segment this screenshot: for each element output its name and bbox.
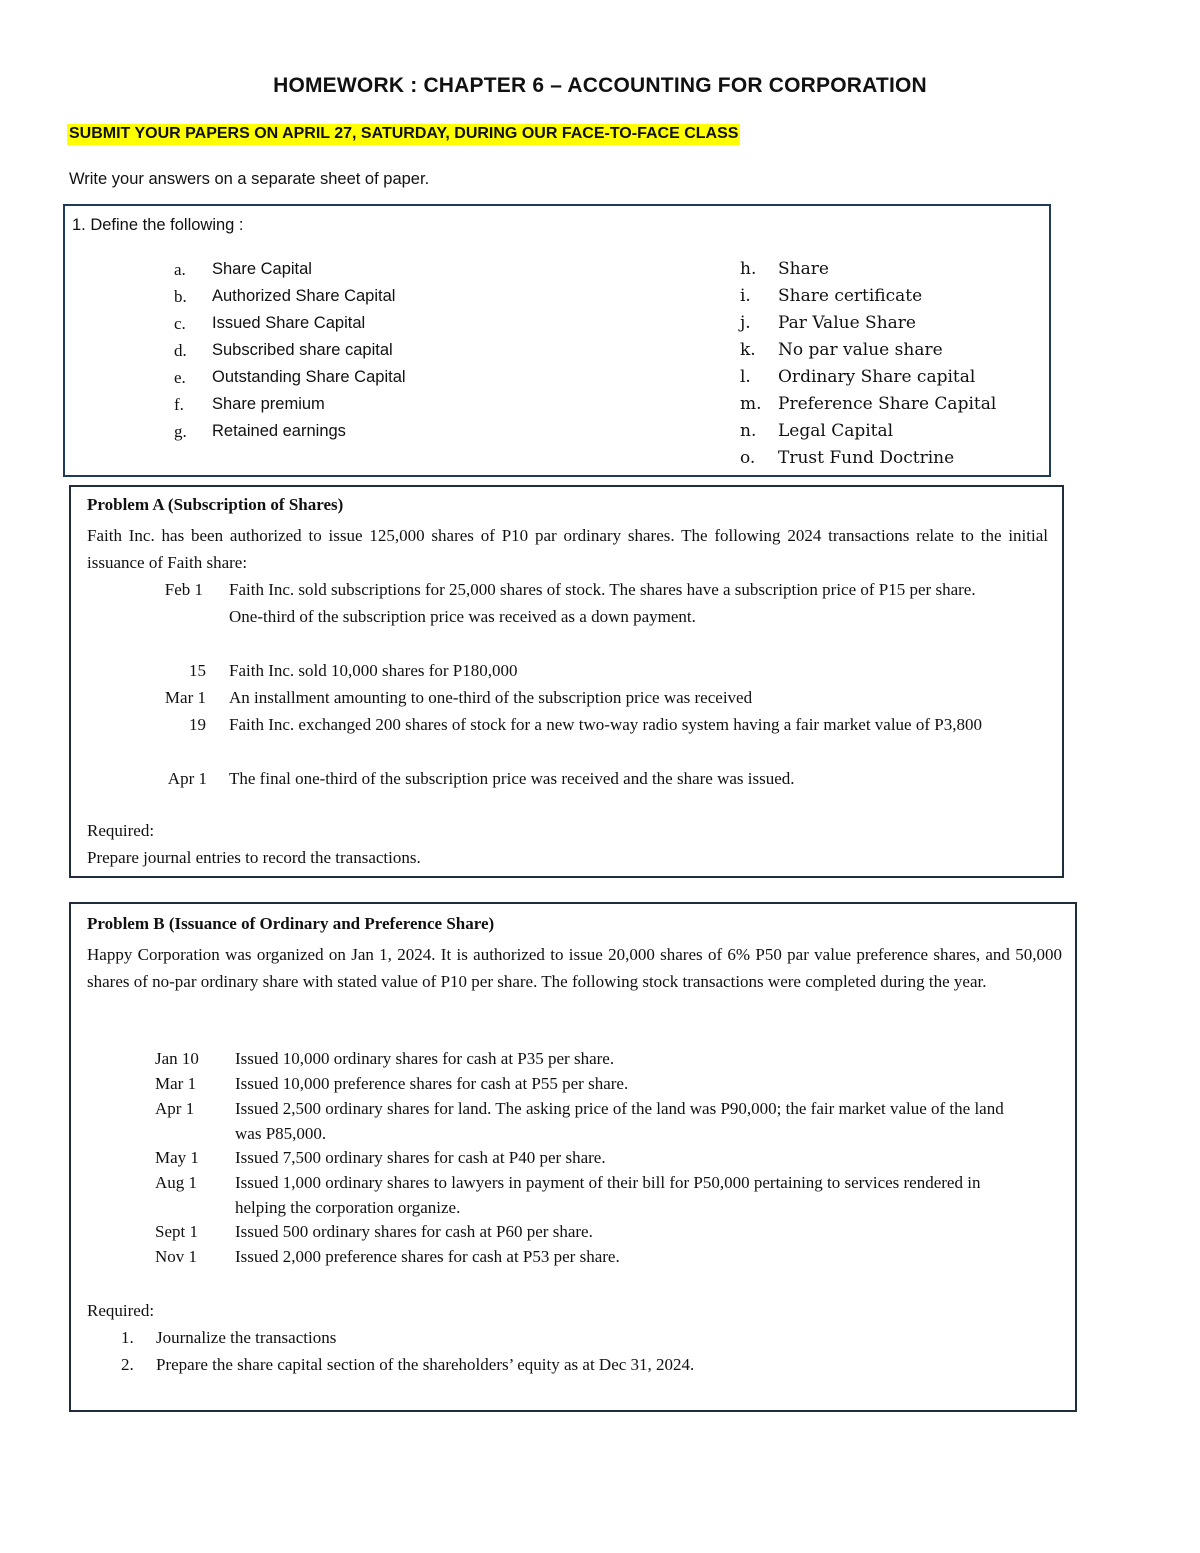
term-marker: n. bbox=[740, 421, 757, 441]
transaction-text: Faith Inc. sold 10,000 shares for P180,000 bbox=[229, 661, 518, 680]
submission-notice: SUBMIT YOUR PAPERS ON APRIL 27, SATURDAY, DURING OUR FACE-TO-FACE CLASS bbox=[67, 124, 740, 145]
transaction-text: Issued 10,000 preference shares for cash at P55 per share. bbox=[235, 1074, 629, 1093]
problem-a-box bbox=[69, 485, 1064, 878]
transaction-date: Nov 1 bbox=[155, 1247, 198, 1266]
transaction-date: Feb 1 bbox=[164, 580, 203, 599]
term-text: Legal Capital bbox=[778, 421, 894, 441]
term-text: Retained earnings bbox=[212, 422, 346, 440]
term-text: Subscribed share capital bbox=[212, 341, 393, 359]
term-text: Preference Share Capital bbox=[778, 394, 997, 414]
problem-b-intro: Happy Corporation was organized on Jan 1, 2024. It is authorized to issue 20,000 shares of 6% P50 par value preference shares, and 50,000 shares of no-par ordinary share with stated value of P10 per share. The following stock transactions were completed during the year. bbox=[87, 945, 1062, 991]
term-marker: k. bbox=[740, 340, 756, 360]
transaction-text: The final one-third of the subscription price was received and the share was issued. bbox=[229, 769, 795, 788]
term-marker: o. bbox=[740, 448, 756, 468]
required-label: Required: bbox=[87, 1301, 155, 1320]
required-text: Prepare the share capital section of the shareholders’ equity as at Dec 31, 2024. bbox=[156, 1355, 695, 1374]
term-text: Share bbox=[778, 259, 829, 279]
transaction-text: Issued 2,000 preference shares for cash at P53 per share. bbox=[235, 1247, 620, 1266]
term-text: Share certificate bbox=[778, 286, 923, 306]
transaction-date: Mar 1 bbox=[155, 1074, 197, 1093]
transaction-date: Sept 1 bbox=[155, 1222, 198, 1241]
term-marker: c. bbox=[174, 314, 186, 333]
term-marker: a. bbox=[174, 260, 186, 279]
required-marker: 1. bbox=[121, 1328, 134, 1347]
transaction-text: Faith Inc. sold subscriptions for 25,000 shares of stock. The shares have a subscription price of P15 per share. One-third of the subscription price was received as a down payment. bbox=[229, 580, 976, 626]
required-label: Required: bbox=[87, 821, 155, 840]
term-marker: d. bbox=[174, 341, 187, 360]
term-text: Trust Fund Doctrine bbox=[778, 448, 955, 468]
problem-b-box bbox=[69, 902, 1077, 1412]
term-text: No par value share bbox=[778, 340, 943, 360]
term-marker: l. bbox=[740, 367, 751, 387]
term-text: Share premium bbox=[212, 395, 325, 413]
term-text: Par Value Share bbox=[778, 313, 916, 333]
instruction-text: Write your answers on a separate sheet of paper. bbox=[69, 170, 430, 188]
transaction-text: Issued 10,000 ordinary shares for cash at P35 per share. bbox=[235, 1049, 615, 1068]
transaction-text: Issued 7,500 ordinary shares for cash at P40 per share. bbox=[235, 1148, 606, 1167]
term-marker: j. bbox=[740, 313, 751, 333]
transaction-date: 19 bbox=[189, 715, 206, 734]
transaction-date: Jan 10 bbox=[155, 1049, 199, 1068]
term-text: Outstanding Share Capital bbox=[212, 368, 406, 386]
required-text: Prepare journal entries to record the transactions. bbox=[87, 848, 421, 867]
term-marker: h. bbox=[740, 259, 757, 279]
transaction-text: An installment amounting to one-third of the subscription price was received bbox=[229, 688, 753, 707]
transaction-text: Issued 500 ordinary shares for cash at P60 per share. bbox=[235, 1222, 593, 1241]
problem-a-intro: Faith Inc. has been authorized to issue 125,000 shares of P10 par ordinary shares. The following 2024 transactions relate to the initial issuance of Faith share: bbox=[87, 526, 1048, 572]
transaction-date: Apr 1 bbox=[155, 1099, 195, 1118]
problem-b-title: Problem B (Issuance of Ordinary and Preference Share) bbox=[87, 914, 495, 933]
transaction-date: Mar 1 bbox=[164, 688, 206, 707]
term-text: Issued Share Capital bbox=[212, 314, 366, 332]
term-text: Ordinary Share capital bbox=[778, 367, 976, 387]
define-question: 1. Define the following : bbox=[72, 216, 244, 234]
transaction-date: 15 bbox=[189, 661, 206, 680]
term-text: Share Capital bbox=[212, 260, 312, 278]
term-marker: f. bbox=[174, 395, 184, 414]
define-terms-box bbox=[63, 204, 1051, 477]
transaction-text: Issued 2,500 ordinary shares for land. The asking price of the land was P90,000; the fair market value of the land was P85,000. bbox=[235, 1099, 1004, 1143]
required-marker: 2. bbox=[121, 1355, 134, 1374]
term-marker: i. bbox=[740, 286, 751, 306]
transaction-text: Faith Inc. exchanged 200 shares of stock for a new two-way radio system having a fair market value of P3,800 bbox=[229, 715, 982, 734]
required-text: Journalize the transactions bbox=[156, 1328, 337, 1347]
term-marker: e. bbox=[174, 368, 186, 387]
transaction-date: Apr 1 bbox=[167, 769, 207, 788]
transaction-date: Aug 1 bbox=[155, 1173, 198, 1192]
term-marker: b. bbox=[174, 287, 187, 306]
transaction-date: May 1 bbox=[155, 1148, 199, 1167]
problem-a-title: Problem A (Subscription of Shares) bbox=[87, 495, 344, 514]
transaction-text: Issued 1,000 ordinary shares to lawyers in payment of their bill for P50,000 pertaining to services rendered in helping the corporation organize. bbox=[235, 1173, 981, 1217]
term-marker: m. bbox=[740, 394, 762, 414]
term-text: Authorized Share Capital bbox=[212, 287, 396, 305]
term-marker: g. bbox=[174, 422, 187, 441]
page-title: HOMEWORK : CHAPTER 6 – ACCOUNTING FOR CORPORATION bbox=[273, 74, 927, 97]
